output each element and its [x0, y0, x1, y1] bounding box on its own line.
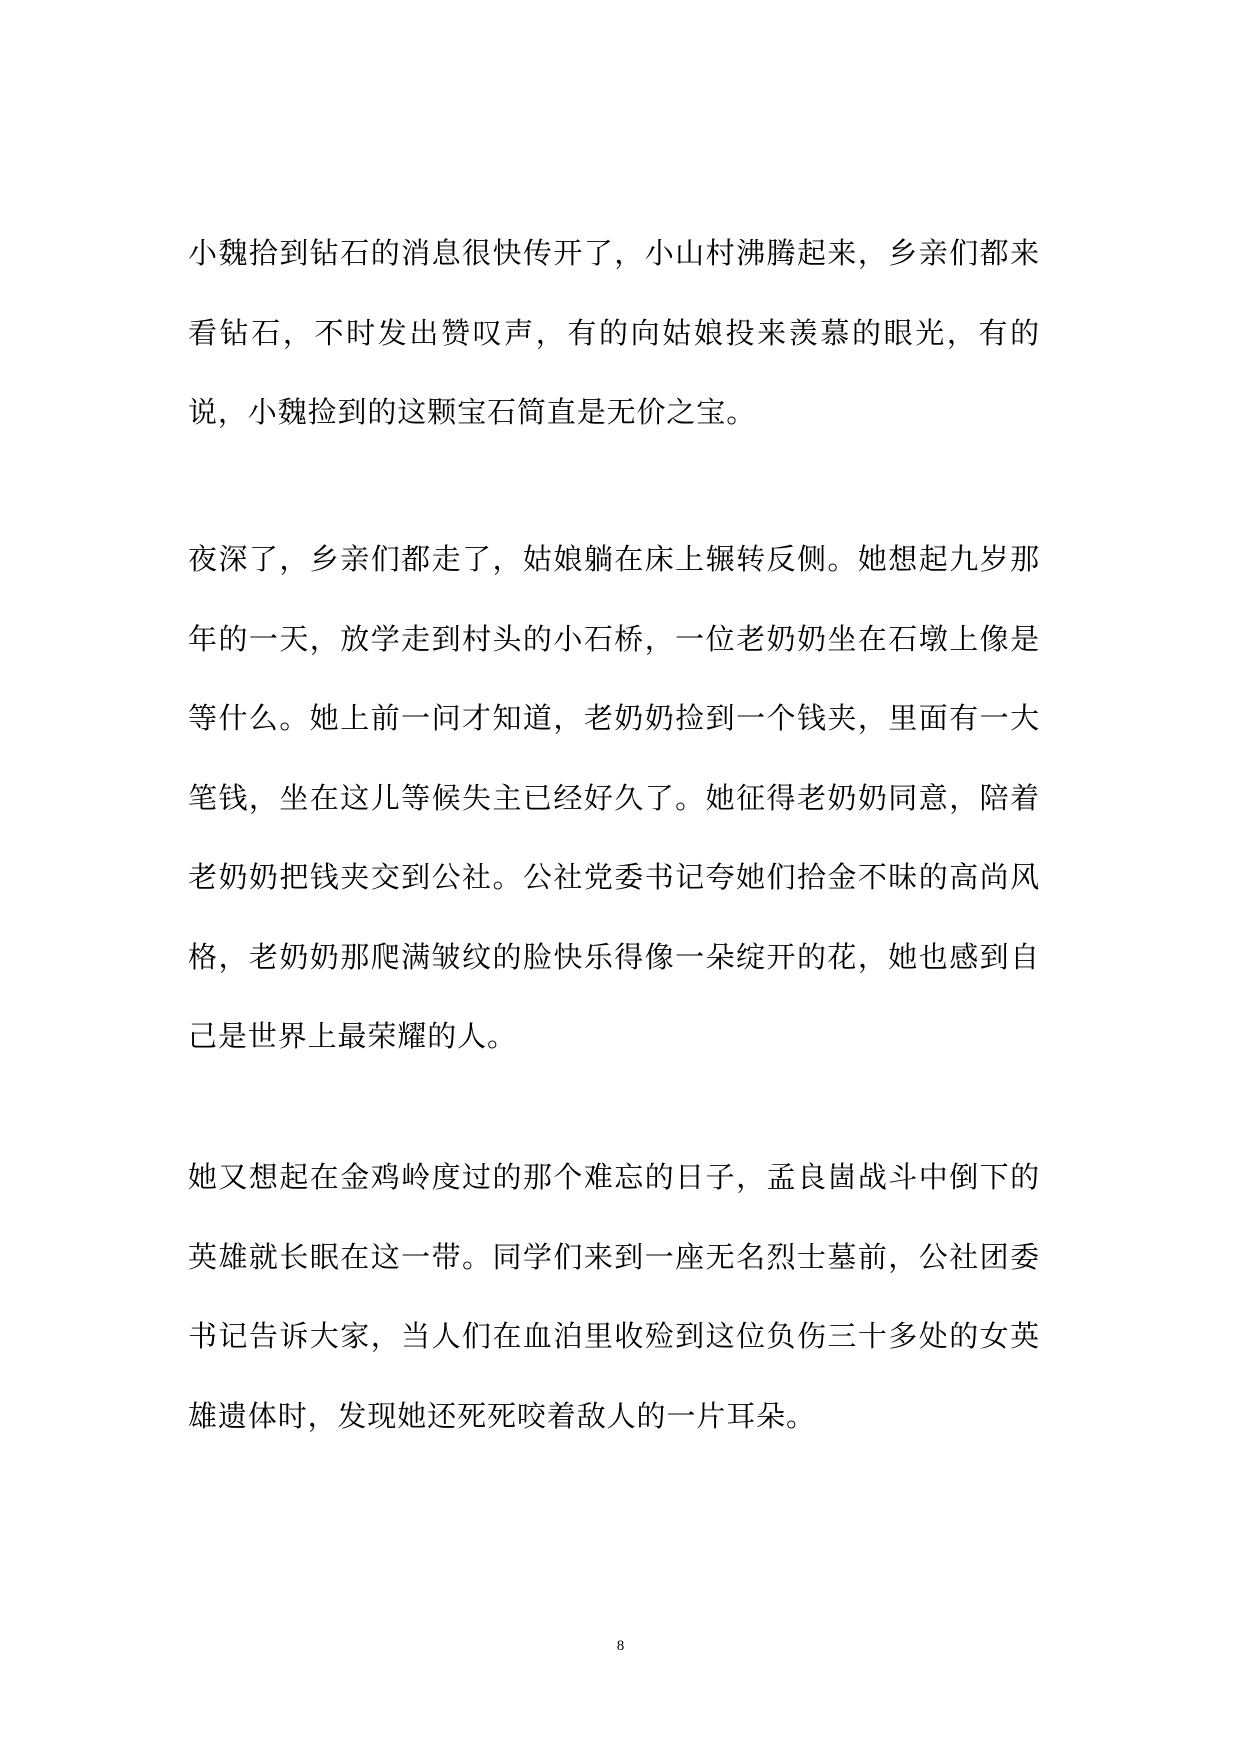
paragraph-3: 她又想起在金鸡岭度过的那个难忘的日子，孟良崮战斗中倒下的英雄就长眠在这一带。同学们来到一座无名烈士墓前，公社团委书记告诉大家，当人们在血泊里收殓到这位负伤三十多处的女英雄遗体时，发现她还死死咬着敌人的一片耳朵。: [188, 1160, 1040, 1433]
page-number: 8: [616, 1638, 625, 1654]
paragraph-1: 小魏拾到钻石的消息很快传开了，小山村沸腾起来，乡亲们都来看钻石，不时发出赞叹声，有的向姑娘投来羡慕的眼光，有的说，小魏捡到的这颗宝石简直是无价之宝。: [188, 236, 1040, 429]
paragraph-2: 夜深了，乡亲们都走了，姑娘躺在床上辗转反侧。她想起九岁那年的一天，放学走到村头的小石桥，一位老奶奶坐在石墩上像是等什么。她上前一问才知道，老奶奶捡到一个钱夹，里面有一大笔钱，坐在这儿等候失主已经好久了。她征得老奶奶同意，陪着老奶奶把钱夹交到公社。公社党委书记夸她们拾金不昧的高尚风格，老奶奶那爬满皱纹的脸快乐得像一朵绽开的花，她也感到自己是世界上最荣耀的人。: [188, 542, 1040, 1053]
